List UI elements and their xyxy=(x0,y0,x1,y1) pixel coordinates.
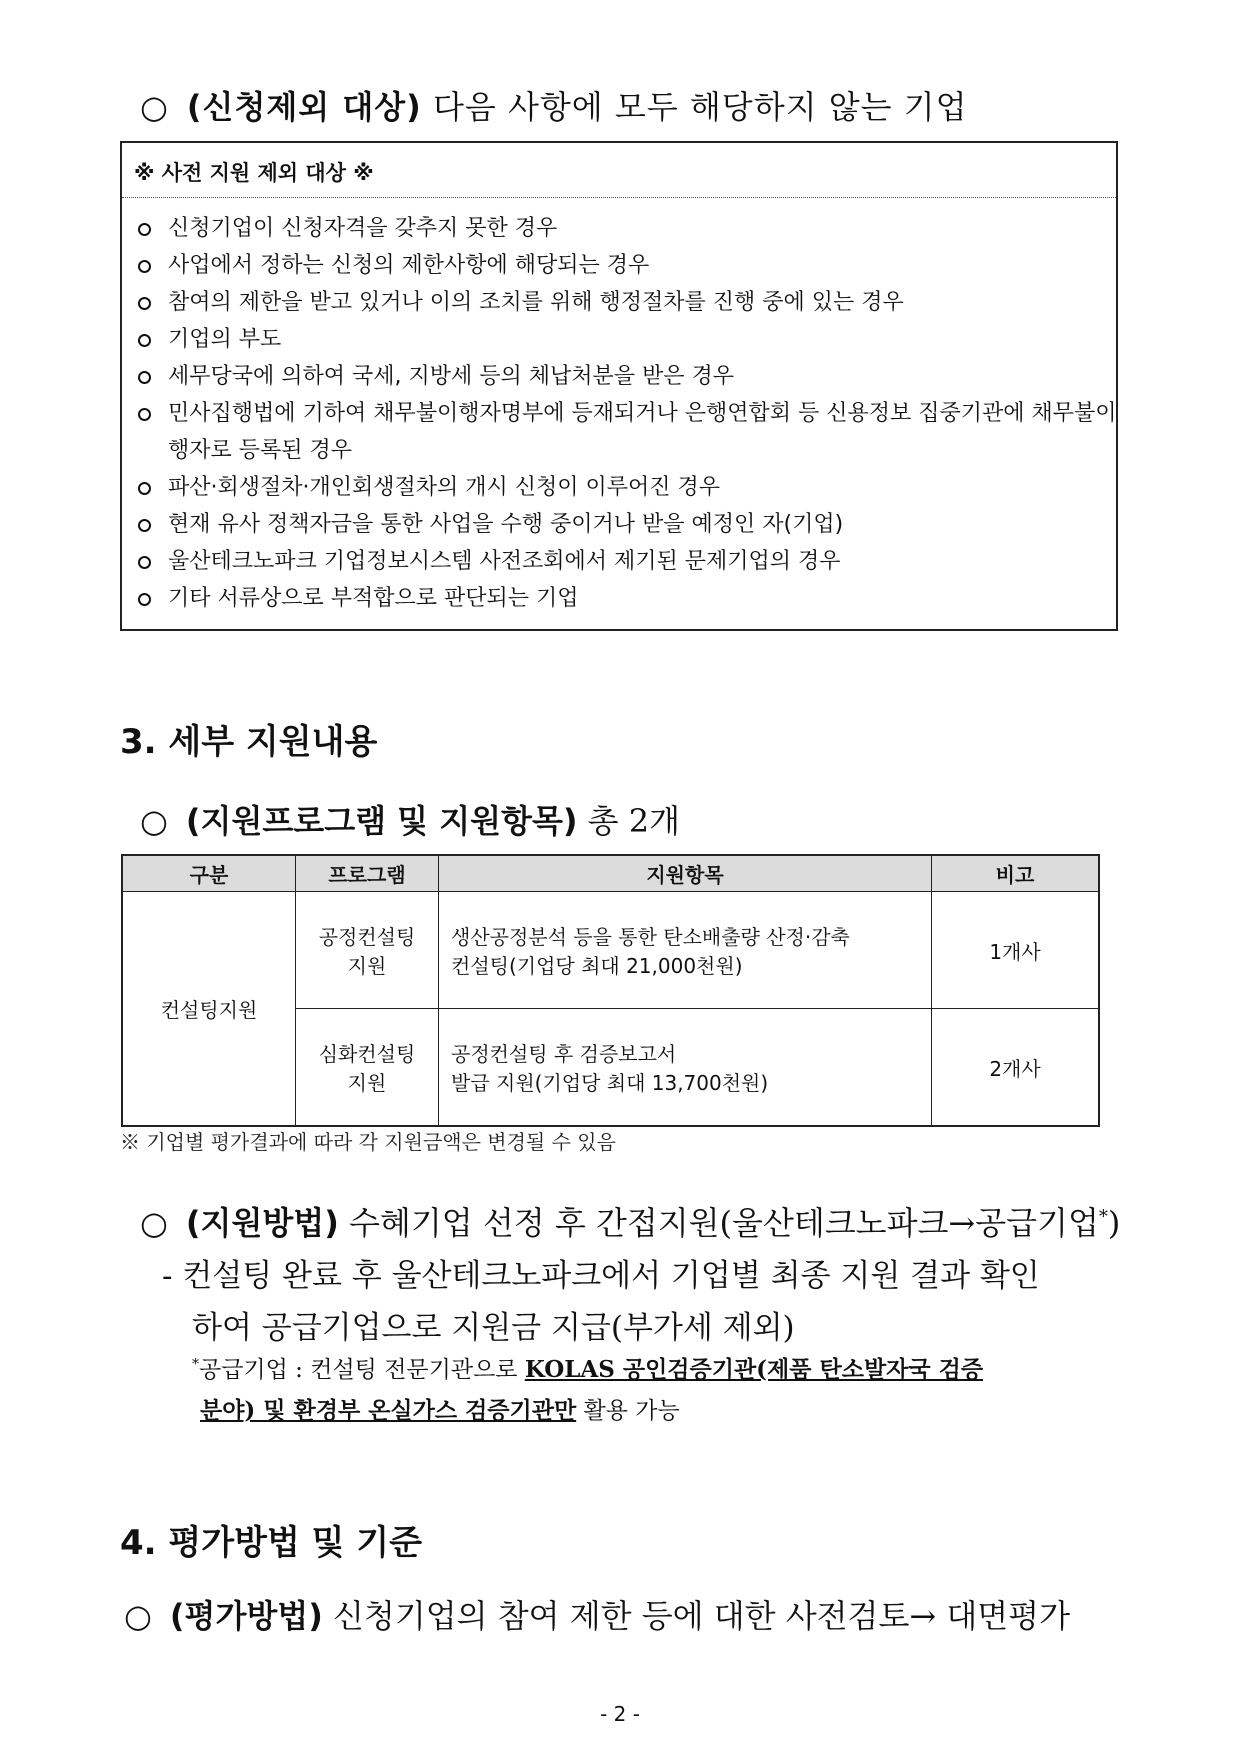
table-header-row xyxy=(122,855,1099,892)
program-cell xyxy=(296,892,439,1009)
item-line: 발급 지원(기업당 최대 13,700천원) xyxy=(451,1071,769,1095)
exclusion-tag: (신청제외 대상) xyxy=(186,88,422,126)
method-dash-line-1: - 컨설팅 완료 후 울산테크노파크에서 기업별 최종 지원 결과 확인 xyxy=(162,1258,1040,1294)
program-count: 총 2개 xyxy=(587,802,681,840)
method-close: ) xyxy=(1107,1204,1121,1242)
program-name: 공정컨설팅 지원 xyxy=(318,925,416,978)
method-line xyxy=(140,1198,1120,1244)
item-line: 생산공정분석 등을 통한 탄소배출량 산정·감축 xyxy=(451,925,850,949)
exclusion-box xyxy=(120,141,1118,631)
method-text: 수혜기업 선정 후 간접지원(울산테크노파크→공급기업 xyxy=(349,1204,1099,1242)
list-item: 세무당국에 의하여 국세, 지방세 등의 체납처분을 받은 경우 xyxy=(138,358,1116,395)
exclusion-list xyxy=(122,198,1116,617)
exclusion-box-title: ※ 사전 지원 제외 대상 ※ xyxy=(122,143,1116,198)
list-item: 기업의 부도 xyxy=(138,321,1116,358)
bullet-circle: ○ xyxy=(140,88,169,126)
program-table xyxy=(121,854,1100,1127)
item-cell xyxy=(439,892,932,1009)
footnote-text: 공급기업 : 컨설팅 전문기관으로 xyxy=(199,1357,525,1383)
list-item: 울산테크노파크 기업정보시스템 사전조회에서 제기된 문제기업의 경우 xyxy=(138,543,1116,580)
method-tag: (지원방법) xyxy=(185,1204,339,1242)
method-dash-line-2: 하여 공급기업으로 지원금 지급(부가세 제외) xyxy=(192,1310,795,1346)
eval-text: 신청기업의 참여 제한 등에 대한 사전검토→ 대면평가 xyxy=(333,1597,1070,1635)
header-program: 프로그램 xyxy=(296,855,439,892)
list-item: 현재 유사 정책자금을 통한 사업을 수행 중이거나 받을 예정인 자(기업) xyxy=(138,506,1116,543)
list-item: 사업에서 정하는 신청의 제한사항에 해당되는 경우 xyxy=(138,247,1116,284)
section-4-heading: 4. 평가방법 및 기준 xyxy=(120,1523,422,1563)
item-line: 컨설팅(기업당 최대 21,000천원) xyxy=(451,954,743,978)
eval-tag: (평가방법) xyxy=(169,1597,323,1635)
section-3-heading: 3. 세부 지원내용 xyxy=(120,722,378,762)
header-note: 비고 xyxy=(932,855,1100,892)
exclusion-intro-line xyxy=(140,82,968,128)
note-cell: 1개사 xyxy=(932,892,1100,1009)
bullet-circle: ○ xyxy=(140,1204,168,1242)
item-line: 공정컨설팅 후 검증보고서 xyxy=(451,1042,677,1066)
eval-line xyxy=(124,1591,1070,1637)
program-cell xyxy=(296,1009,439,1127)
footnote-underlined: KOLAS 공인검증기관(제품 탄소발자국 검증 xyxy=(524,1356,984,1383)
footnote-text: 활용 가능 xyxy=(576,1398,680,1424)
category-cell: 컨설팅지원 xyxy=(122,892,296,1127)
footnote-line-1 xyxy=(192,1351,983,1384)
exclusion-intro-text: 다음 사항에 모두 해당하지 않는 기업 xyxy=(432,88,968,126)
footnote-underlined: 분야) 및 환경부 온실가스 검증기관만 xyxy=(200,1397,577,1424)
page-number: - 2 - xyxy=(600,1702,640,1726)
list-item: 기타 서류상으로 부적합으로 판단되는 기업 xyxy=(138,580,1116,617)
bullet-circle: ○ xyxy=(140,802,168,840)
item-cell xyxy=(439,1009,932,1127)
header-category: 구분 xyxy=(122,855,296,892)
header-item: 지원항목 xyxy=(439,855,932,892)
list-item: 참여의 제한을 받고 있거나 이의 조치를 위해 행정절차를 진행 중에 있는 경우 xyxy=(138,284,1116,321)
bullet-circle: ○ xyxy=(124,1597,152,1635)
footnote-line-2 xyxy=(200,1392,680,1425)
program-tag: (지원프로그램 및 지원항목) xyxy=(185,802,578,840)
table-row xyxy=(122,892,1099,1009)
list-item: 파산·회생절차·개인회생절차의 개시 신청이 이루어진 경우 xyxy=(138,469,1116,506)
list-item: 신청기업이 신청자격을 갖추지 못한 경우 xyxy=(138,210,1116,247)
table-note: ※ 기업별 평가결과에 따라 각 지원금액은 변경될 수 있음 xyxy=(120,1130,616,1154)
footnote-marker: * xyxy=(1098,1206,1108,1228)
footnote-marker: * xyxy=(192,1356,199,1373)
program-line xyxy=(140,796,680,842)
list-item: 민사집행법에 기하여 채무불이행자명부에 등재되거나 은행연합회 등 신용정보 집중기관에 채무불이행자로 등록된 경우 xyxy=(138,395,1128,469)
program-name: 심화컨설팅 지원 xyxy=(318,1042,416,1095)
note-cell: 2개사 xyxy=(932,1009,1100,1127)
